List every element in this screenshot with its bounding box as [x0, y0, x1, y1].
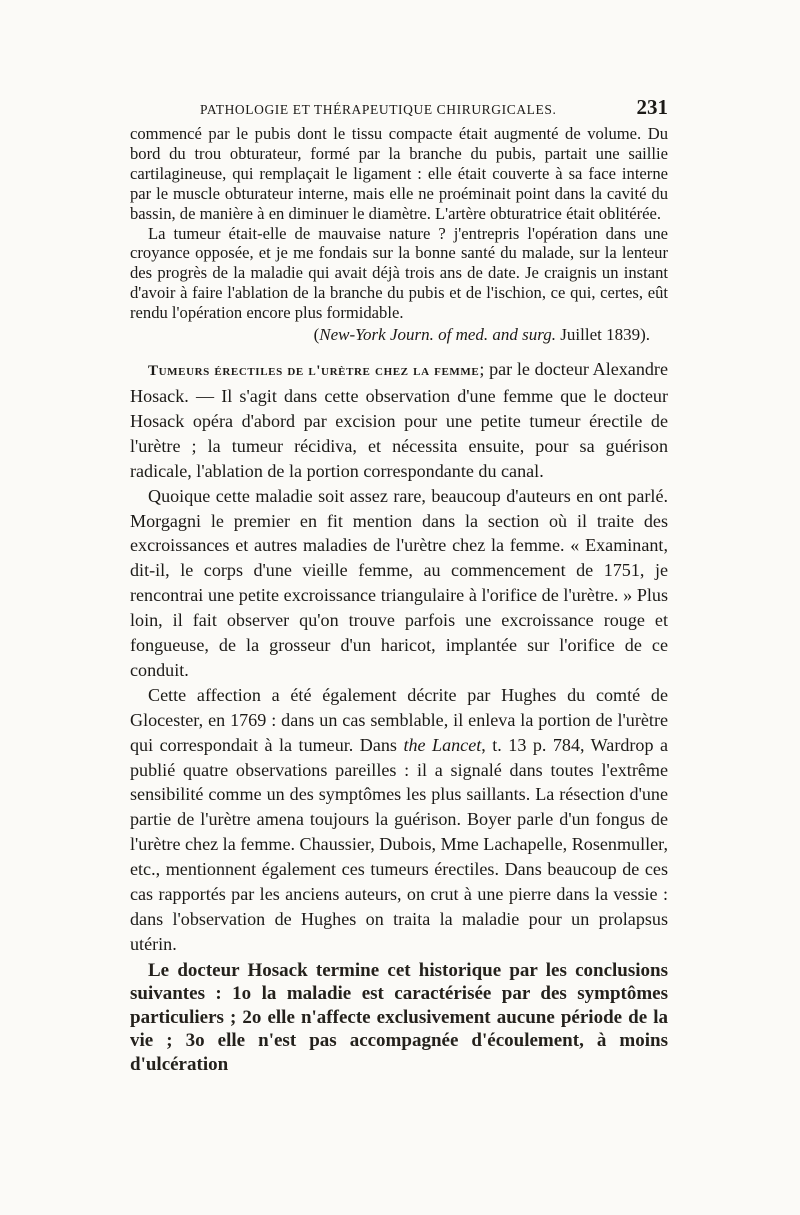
paragraph-nature: La tumeur était-elle de mauvaise nature ? j'entrepris l'opération dans une croyance opposée, et je me fondais sur la bonne santé du malade, sur la lenteur des progrès de la maladie qui avait déjà trois ans de date. Je craignis un instant d'avoir à faire l'ablation de la branche du pubis et de l'ischion, ce qui, certes, eût rendu l'opération encore plus formidable. — [130, 223, 668, 323]
book-page — [130, 95, 669, 1076]
conclusions-text — [130, 959, 668, 1077]
journal-citation — [130, 324, 668, 346]
paragraph-hughes-after: , t. 13 p. 784, Wardrop a publié quatre observations pareilles : il a signalé dans toutes l'extrême sensibilité comme un des symptômes les plus saillants. La résection d'une partie de l'urètre amena toujours la guérison. Boyer parle d'un fongus de l'urètre chez la femme. Chaussier, Dubois, Mme Lachapelle, Rosenmuller, etc., mentionnent également ces tumeurs érectiles. Dans beaucoup de ces cas rapportés par les anciens auteurs, on crut à une pierre dans la vessie : dans l'observation de Hughes on traita la maladie pour un prolapsus utérin. — [130, 734, 669, 954]
section-intro-text: par le docteur Alexandre Hosack. — Il s'agit dans cette observation d'une femme que le docteur Hosack opéra d'abord par excision pour une petite tumeur érectile de l'urètre ; la tumeur récidiva, et nécessita ensuite, pour sa guérison radicale, l'ablation de la portion correspondante du canal. — [130, 359, 668, 481]
case-text — [130, 124, 668, 323]
section-heading-punct: ; — [479, 359, 485, 380]
paragraph-continued: commencé par le pubis dont le tissu compacte était augmenté de volume. Du bord du trou obturateur, formé par la branche du pubis, partait une saillie cartilagineuse, qui remplaçait le ligament : elle était couverte à sa face interne par le muscle obturateur interne, mais elle ne proéminait point dans la cavité du bassin, de manière à en diminuer le diamètre. L'artère obturatrice était oblitérée. — [130, 124, 668, 223]
running-title: PATHOLOGIE ET THÉRAPEUTIQUE CHIRURGICALES. — [200, 102, 557, 117]
article-text — [130, 357, 668, 957]
paragraph-hughes-journal: the Lancet — [403, 734, 482, 755]
running-head — [130, 95, 668, 124]
paragraph-history: Quoique cette maladie soit assez rare, beaucoup d'auteurs en ont parlé. Morgagni le premier en fit mention dans la section où il traite des excroissances et autres maladies de l'urètre chez la femme. « Examinant, dit-il, le corps d'une vieille femme, au commencement de 1751, je rencontrai une petite excroissance triangulaire à l'orifice de l'urètre. » Plus loin, il fait observer qu'on trouve parfois une excroissance rouge et fongueuse, de la grosseur d'un haricot, implantée sur l'orifice de ce conduit. — [130, 485, 668, 680]
paragraph-hughes-before: Cette affection a été également décrite par Hughes du comté de Glocester, en 1769 : dans un cas semblable, il enleva la portion de l'urètre qui correspondait à la tumeur. Dans — [130, 684, 668, 755]
paragraph-conclusions: Le docteur Hosack termine cet historique par les conclusions suivantes : 1o la maladie est caractérisée par des symptômes particuliers ; 2o elle n'affecte exclusivement aucune période de la vie ; 3o elle n'est pas accompagnée d'écoulement, à moins d'ulcération — [130, 959, 668, 1075]
citation-open: ( — [313, 325, 320, 345]
paragraph-hughes — [130, 683, 668, 957]
section-heading: Tumeurs érectiles de l'urètre chez la femme — [148, 363, 480, 380]
page-number: 231 — [636, 95, 668, 119]
citation-journal: New-York Journ. of med. and surg. — [319, 325, 557, 345]
citation-date: Juillet 1839). — [556, 325, 650, 345]
section-intro — [130, 357, 668, 484]
